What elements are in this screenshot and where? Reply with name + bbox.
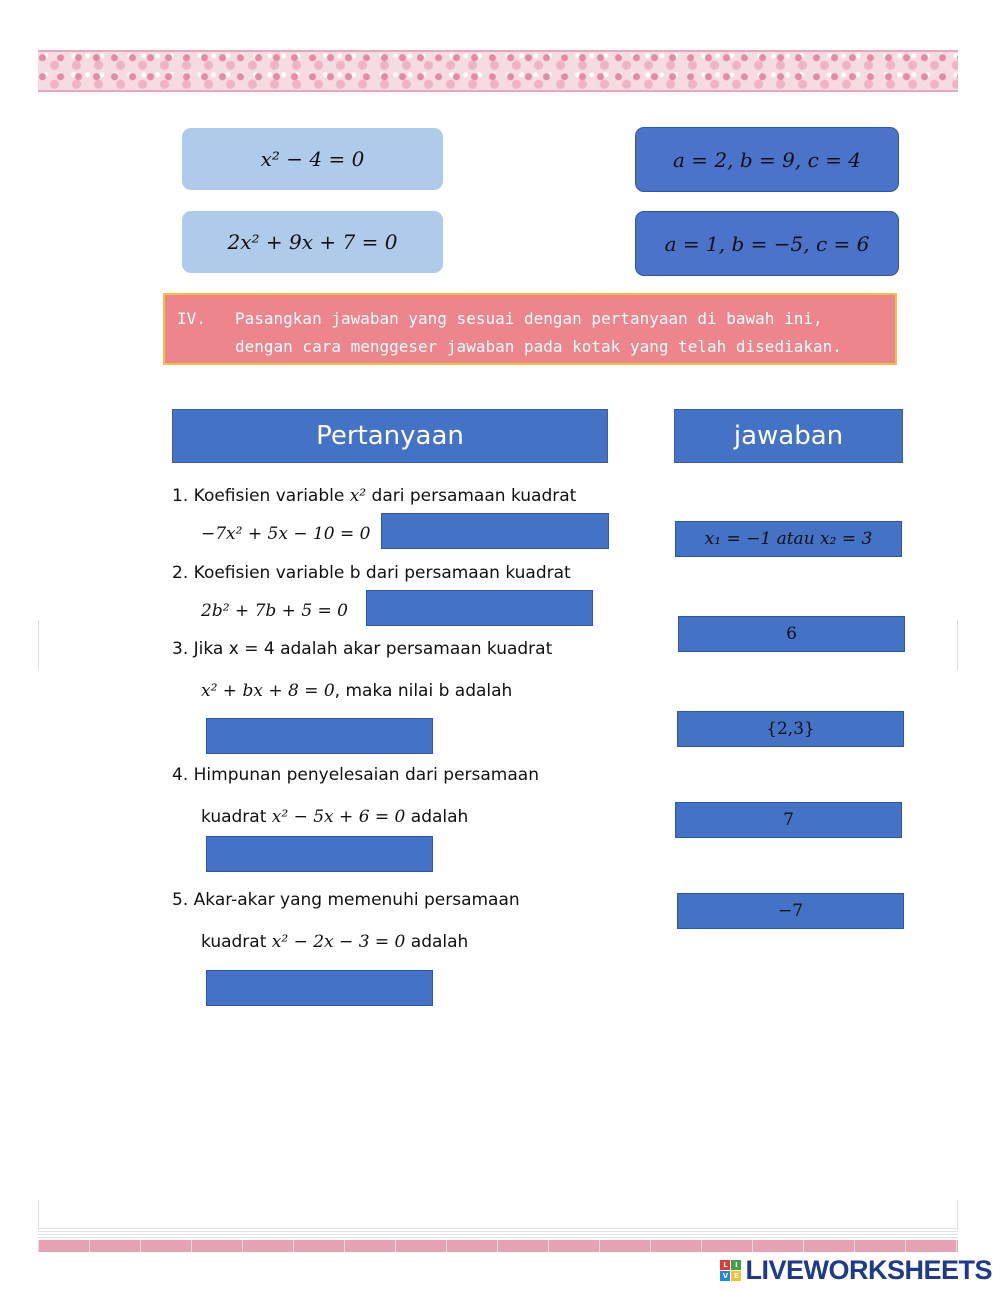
instruction-number: IV. <box>177 309 206 328</box>
answer-option-4[interactable]: 7 <box>675 802 902 838</box>
page-margin-mark-right <box>957 620 958 670</box>
answer-option-5[interactable]: −7 <box>677 893 904 929</box>
liveworksheets-logo: L I V E LIVEWORKSHEETS <box>720 1255 992 1285</box>
page-margin-mark-left <box>38 620 39 670</box>
page-margin-mark-right-bottom <box>957 1200 958 1230</box>
question-3-drop-box[interactable] <box>206 718 433 754</box>
decorative-footer-lines <box>38 1228 958 1240</box>
question-5-line2: kuadrat x² − 2x − 3 = 0 adalah <box>201 932 469 952</box>
question-1-equation: −7x² + 5x − 10 = 0 <box>201 524 371 544</box>
page-margin-mark-left-bottom <box>38 1200 39 1230</box>
question-2-equation: 2b² + 7b + 5 = 0 <box>201 601 348 621</box>
question-2-drop-box[interactable] <box>366 590 593 626</box>
question-3-line1: 3. Jika x = 4 adalah akar persamaan kuadrat <box>172 639 553 659</box>
question-2-line1: 2. Koefisien variable b dari persamaan kuadrat <box>172 563 571 583</box>
instruction-text: Pasangkan jawaban yang sesuai dengan pertanyaan di bawah ini, dengan cara menggeser jawaban pada kotak yang telah disediakan. <box>235 309 842 356</box>
question-3-line2: x² + bx + 8 = 0, maka nilai b adalah <box>201 681 513 701</box>
question-4-drop-box[interactable] <box>206 836 433 872</box>
logo-mark-icon: L I V E <box>720 1260 741 1281</box>
question-1-line1: 1. Koefisien variable x² dari persamaan kuadrat <box>172 486 577 506</box>
question-5-drop-box[interactable] <box>206 970 433 1006</box>
answer-option-1[interactable]: x₁ = −1 atau x₂ = 3 <box>675 521 902 557</box>
question-5-line1: 5. Akar-akar yang memenuhi persamaan <box>172 890 520 910</box>
question-1-drop-box[interactable] <box>381 513 609 549</box>
question-4-line1: 4. Himpunan penyelesaian dari persamaan <box>172 765 539 785</box>
questions-header: Pertanyaan <box>172 409 608 463</box>
instruction-box <box>163 293 897 365</box>
equation-pill-2: 2x² + 9x + 7 = 0 <box>182 211 443 273</box>
coefficient-pill-1: a = 2, b = 9, c = 4 <box>635 127 899 192</box>
decorative-footer-band <box>38 1240 958 1252</box>
decorative-star-border-top <box>38 50 958 92</box>
equation-pill-1: x² − 4 = 0 <box>182 128 443 190</box>
question-4-line2: kuadrat x² − 5x + 6 = 0 adalah <box>201 807 469 827</box>
coefficient-pill-2: a = 1, b = −5, c = 6 <box>635 211 899 276</box>
answer-option-2[interactable]: 6 <box>678 616 905 652</box>
answer-option-3[interactable]: {2,3} <box>677 711 904 747</box>
answers-header: jawaban <box>674 409 903 463</box>
